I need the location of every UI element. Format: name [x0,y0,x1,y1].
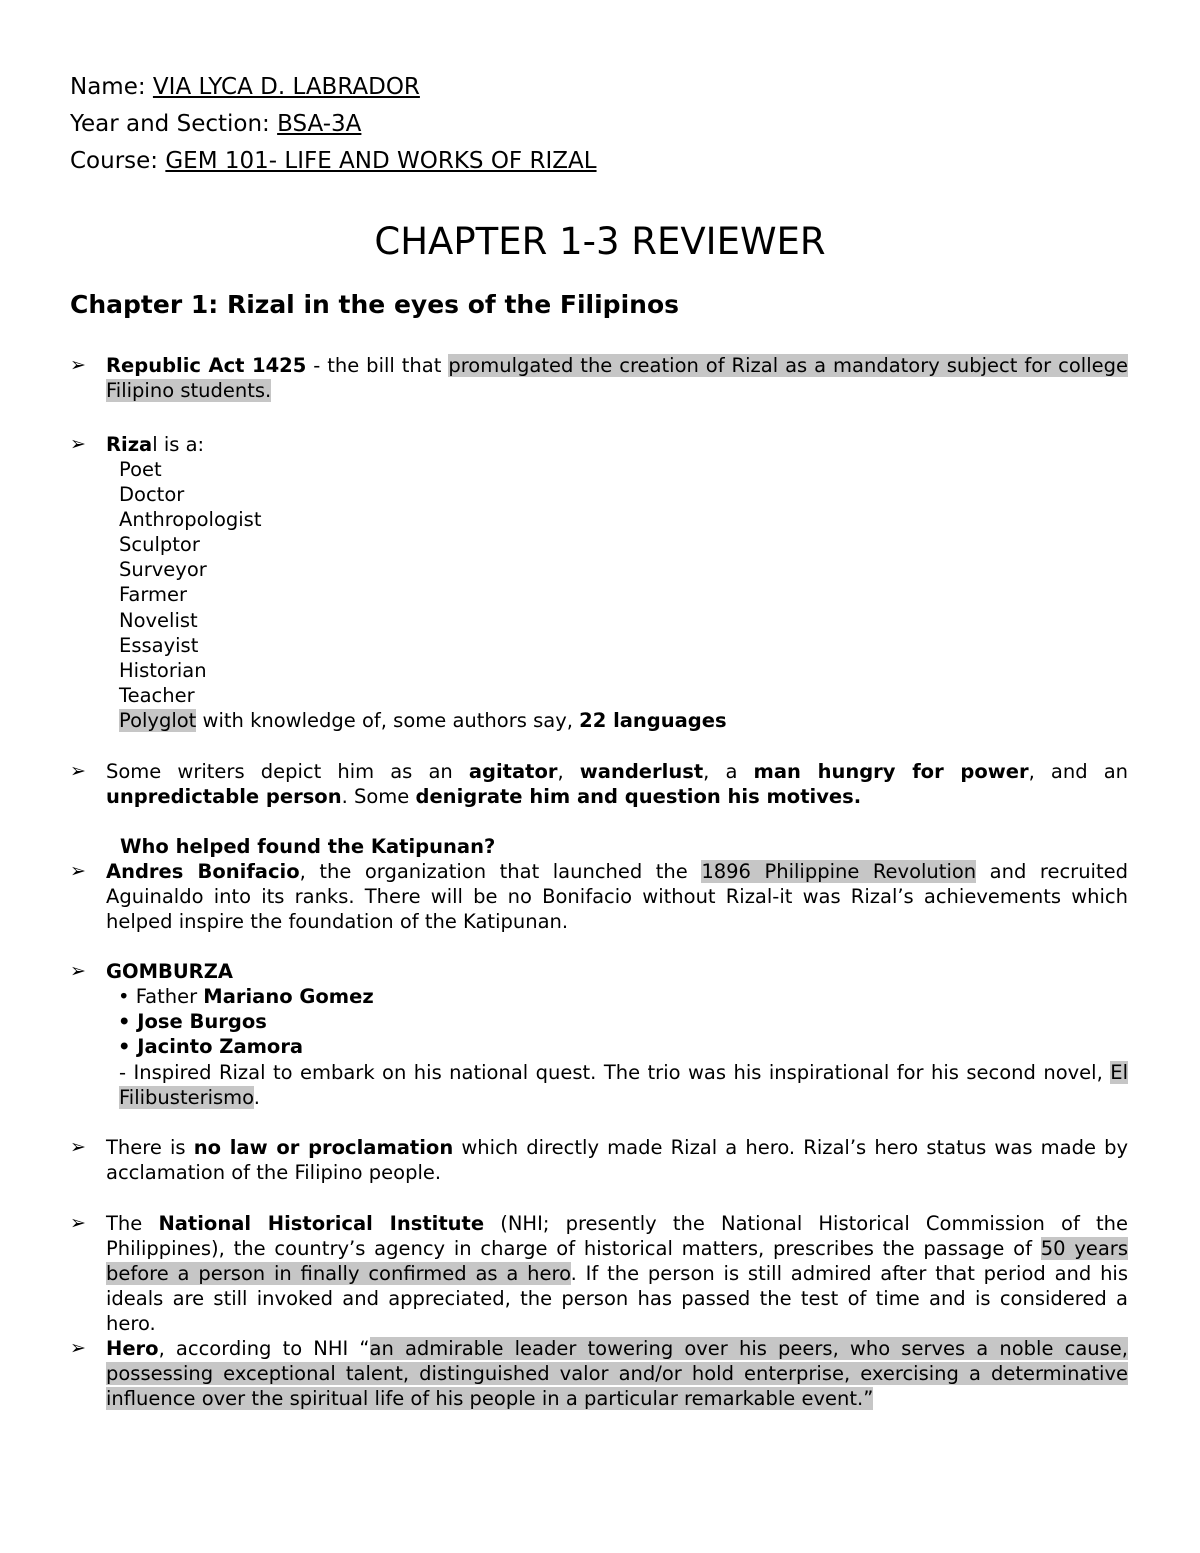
republic-act-item [106,353,1128,403]
gomburza-desc-end: . [253,1086,260,1109]
arrow-bullet-icon: ➢ [70,960,86,982]
role-item: Anthropologist [119,508,262,532]
nhi-text: (NHI; presently the National Historical Commission of the Philippines), the country’s agency in charge of historical matters, prescribes the passage of [106,1212,1128,1260]
writers-text: Some writers depict him as an [106,760,469,783]
polyglot-item [119,708,727,733]
role-item: Poet [119,458,162,481]
hero-definition-highlight: an admirable leader towering over his peers, who serves a noble cause, possessing exceptional talent, distinguished valor and/or hold enterprise, exercising a determinative influence over the spiritual life of his people in a particular remarkable event.” [106,1337,1128,1410]
course-label: Course: [70,148,166,174]
document-title: CHAPTER 1-3 REVIEWER [374,220,826,263]
year-value: BSA-3A [277,111,362,137]
arrow-bullet-icon: ➢ [70,1212,86,1234]
revolution-highlight: 1896 Philippine Revolution [701,860,977,883]
name-value: VIA LYCA D. LABRADOR [152,74,420,100]
rizal-bold: Riza [106,433,153,456]
ra-highlight: promulgated the creation of Rizal as a mandatory subject for college Filipino students. [106,354,1128,402]
role-item: Surveyor [119,558,207,582]
name-label: Name: [70,74,153,100]
rizal-text: l is a: [152,433,205,456]
gomburza-text: • Father [118,985,204,1008]
writers-text: . Some [341,785,416,808]
bonifacio-bold: Andres Bonifacio [106,860,300,883]
course-line [70,146,597,176]
gomburza-bold: Mariano Gomez [203,985,374,1008]
year-label: Year and Section: [70,111,278,137]
no-law-item [106,1135,1128,1185]
arrow-bullet-icon: ➢ [70,433,86,455]
katipunan-text: and recruited Aguinaldo into its ranks. There will be no Bonifacio without Rizal-it was Rizal’s achievements which helped inspire the foundation of the Katipunan. [106,860,1129,933]
arrow-bullet-icon: ➢ [70,354,86,376]
nhi-item [106,1211,1128,1336]
arrow-bullet-icon: ➢ [70,1136,86,1158]
writers-text: , a [703,760,754,783]
writers-text: , [557,760,580,783]
gomburza-list [118,984,374,1059]
writers-bold: wanderlust [579,760,704,783]
hero-bold: Hero [106,1337,159,1360]
arrow-bullet-icon: ➢ [70,1337,86,1359]
katipunan-text: , the organization that launched the [299,860,702,883]
role-item: Farmer [119,583,188,607]
gomburza-desc-text: - Inspired Rizal to embark on his national quest. The trio was his inspirational for his second novel, [119,1061,1111,1084]
nolaw-text: There is [106,1136,194,1159]
role-item: Teacher [119,683,195,707]
course-value: GEM 101- LIFE AND WORKS OF RIZAL [165,148,597,174]
rizal-is-item [106,432,1128,457]
polyglot-bold: 22 languages [579,708,727,732]
gomburza-member: • Jose Burgos [118,1010,267,1034]
writers-text: , and an [1028,760,1129,783]
writers-bold: denigrate him and question his motives. [415,785,862,808]
hero-text: , according to NHI “ [158,1337,370,1360]
writers-bold: agitator [468,760,558,783]
gomburza-member: • Jacinto Zamora [118,1035,304,1059]
nolaw-text: which directly made Rizal a hero. Rizal’s hero status was made by acclamation of the Filipino people. [106,1136,1128,1184]
polyglot-text: with knowledge of, some authors say, [196,708,580,732]
katipunan-question: Who helped found the Katipunan? [120,835,496,858]
hero-item [106,1336,1128,1411]
rizal-roles-list [119,457,727,733]
ra-bold: Republic Act 1425 [106,354,307,377]
nolaw-bold: no law or proclamation [193,1136,454,1159]
role-item: Doctor [119,483,185,507]
katipunan-item [106,859,1128,934]
chapter-heading: Chapter 1: Rizal in the eyes of the Filipinos [70,290,679,319]
writers-item [106,759,1128,809]
nhi-text: The [106,1212,159,1235]
filibusterismo-highlight: El Filibusterismo [119,1061,1128,1109]
year-section-line [70,109,361,139]
arrow-bullet-icon: ➢ [70,760,86,782]
name-line [70,72,420,102]
nhi-bold: National Historical Institute [158,1212,485,1235]
role-item: Sculptor [119,533,200,557]
nhi-text: . If the person is still admired after that period and his ideals are still invoked and appreciated, the person has passed the test of time and is considered a hero. [106,1262,1128,1335]
arrow-bullet-icon: ➢ [70,860,86,882]
role-item: Essayist [119,633,199,657]
gomburza-member [118,984,374,1009]
gomburza-title: GOMBURZA [106,960,233,983]
ra-text: - the bill that [306,354,449,377]
role-item: Historian [119,658,207,682]
gomburza-description [119,1060,1128,1110]
fifty-years-highlight: 50 years before a person in finally confirmed as a hero [106,1237,1128,1285]
polyglot-highlight: Polyglot [119,708,197,732]
role-item: Novelist [119,608,198,632]
writers-bold: unpredictable person [106,785,342,808]
writers-bold: man hungry for power [753,760,1029,783]
